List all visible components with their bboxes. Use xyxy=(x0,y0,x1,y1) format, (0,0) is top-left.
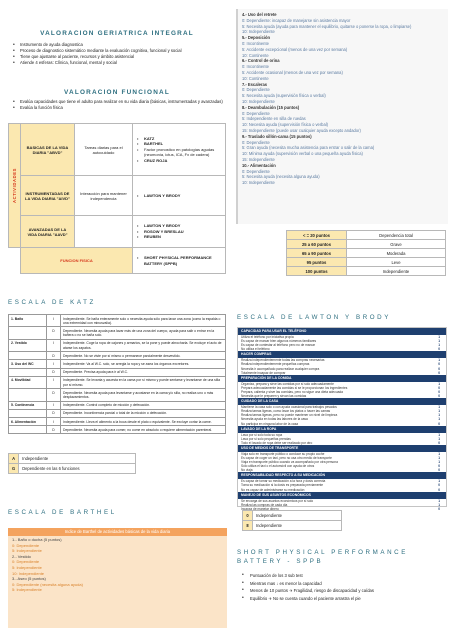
barthel-line: 6.- Control de orina xyxy=(242,58,280,64)
lawton-row-text: Es capaz de coger un taxi, pero no usa otro medio de transporte xyxy=(241,455,332,460)
barthel-line: 2.- Vestido xyxy=(12,553,31,559)
barthel-line: 0: Dependiente xyxy=(242,110,270,116)
lawton-section-header: HACER COMPRAS xyxy=(238,351,446,358)
barthel-line: 5: Independiente en silla de ruedas xyxy=(242,116,306,122)
bullet: • Atiende 4 esferas: Clínica, funcional, mental y social xyxy=(12,60,226,66)
lawton-row-text: Realiza independientemente todas las compras necesarias xyxy=(241,358,325,363)
lawton-row-text: Sólo utiliza el taxi o el automóvil con ayuda de otros xyxy=(241,464,315,469)
barthel-line: 0: Incontinente xyxy=(242,40,269,46)
row-name: AVANZADAS DE LA VIDA DIARIA "AAVD" xyxy=(21,216,75,248)
list-item: • KATZ xyxy=(136,136,222,141)
lawton-row-score: 1 xyxy=(438,405,440,410)
lawton-row-text: Es capaz de tomar su medicación a la hora y dosis correcta xyxy=(241,479,326,484)
table-row xyxy=(9,339,226,351)
lawton-row-text: No es capaz de administrarse su medicación xyxy=(241,487,305,492)
katz-text: Dependiente. Incontinencia parcial o total de la micción o defecación. xyxy=(61,409,226,417)
katz-item: 3. Uso del WC xyxy=(9,360,47,368)
barthel-line: 10.- Alimentación xyxy=(242,162,276,168)
barthel-line: 0: Dependiente xyxy=(242,139,270,145)
lawton-row-text: No participa en ninguna labor de la casa xyxy=(241,421,299,426)
table-row xyxy=(287,249,446,258)
katz-code: D xyxy=(47,409,61,417)
barthel-line: 10: Independiente xyxy=(242,180,275,186)
lawton-row-score: 1 xyxy=(438,335,440,339)
table-row xyxy=(9,376,226,388)
lawton-table xyxy=(237,327,447,511)
katz-code: D xyxy=(47,389,61,401)
lawton-row-text: Necesita ayuda en todas las labores de la casa xyxy=(241,417,308,422)
table-row xyxy=(9,176,226,216)
barthel-line: 15: Independiente xyxy=(242,156,275,162)
lawton-row-score: 0 xyxy=(438,389,440,394)
lawton-row-text: Lava por sí solo toda su ropa xyxy=(241,432,283,437)
bullet: • Evalúa capacidades que tiene el adulto para realizar en su vida diaria (básicas, instrumentadas y avanzadas) xyxy=(12,99,226,105)
valoracion-bullets xyxy=(12,42,226,66)
barthel-line: 5: Accidente ocasional (menos de una vez por semana) xyxy=(242,69,343,75)
table-row xyxy=(243,521,342,531)
table-row xyxy=(9,368,226,376)
barthel-line: 5: Accidente excepcional (menos de una vez por semana) xyxy=(242,46,348,52)
lawton-row-text: No utiliza el teléfono xyxy=(241,347,270,352)
lawton-row xyxy=(238,371,446,375)
score-range: 95 puntos xyxy=(287,258,347,267)
katz-item: 1. Baño xyxy=(9,315,47,327)
lawton-row-score: 0 xyxy=(438,385,440,390)
katz-item xyxy=(9,409,47,417)
lawton-row-score: 0 xyxy=(438,421,440,426)
table-row xyxy=(9,389,226,401)
lawton-row-score: 1 xyxy=(438,343,440,348)
legend-text: Dependiente en las 6 funciones xyxy=(19,464,136,474)
score-level: Moderada xyxy=(347,249,446,258)
lawton-row-score: 1 xyxy=(438,381,440,386)
barthel-line: 5: Independiente xyxy=(12,587,42,593)
valoracion-title: VALORACION GERIATRICA INTEGRAL xyxy=(40,30,194,37)
katz-item: 4. Movilidad xyxy=(9,376,47,388)
katz-text: Dependiente. Necesita ayuda para comer, no come en absoluto o requiere alimentación parenteral. xyxy=(61,426,226,434)
score-range: 100 puntos xyxy=(287,267,347,276)
lawton-row-text: Incapaz de manejar dinero xyxy=(241,506,279,511)
barthel-line: 8.- Deambulación (15 puntos) xyxy=(242,104,300,110)
bullet: • Tiene que ajustarse al paciente, recursos y ámbito asistencial xyxy=(12,54,226,60)
lawton-row xyxy=(238,347,446,351)
row-desc: Tareas diarias para el autocuidado xyxy=(75,124,133,176)
lawton-row-score: 0 xyxy=(438,366,440,371)
lawton-row-score: 1 xyxy=(438,479,440,484)
lawton-row-score: 0 xyxy=(438,506,440,511)
lawton-row-text: Necesita que le preparen y sirvan las comidas xyxy=(241,394,307,399)
barthel-title: ESCALA DE BARTHEL xyxy=(8,509,117,516)
list-item: • CRUZ ROJA xyxy=(136,158,222,163)
funcional-title: VALORACION FUNCIONAL xyxy=(64,89,170,96)
barthel-header: Indice de Barthel de actividades básicas de la vida diaria xyxy=(8,528,227,536)
lawton-row-text: Todo el lavado de ropa debe ser realizado por otro xyxy=(241,440,313,445)
legend-code: 0 xyxy=(243,511,253,521)
katz-item xyxy=(9,352,47,360)
bullet: • Instrumento de ayuda diagnostica xyxy=(12,42,226,48)
katz-text: Dependiente. Precisa ayuda para ir al W.C. xyxy=(61,368,226,376)
barthel-box xyxy=(8,528,227,628)
barthel-line: 0: Dependiente xyxy=(12,542,40,548)
lawton-row-text: Necesita ir acompañado para realizar cualquier compra xyxy=(241,366,320,371)
row-desc xyxy=(75,216,133,248)
lawton-row-score: 1 xyxy=(438,436,440,441)
score-level: Independiente xyxy=(347,267,446,276)
barthel-line: 10: Mínima ayuda (supervisión verbal o una pequeña ayuda física) xyxy=(242,151,363,157)
bullet: • Menos de 10 puntos 🡪 Fragilidad, riesgo de discapacidad y caídas xyxy=(240,587,450,595)
list-item: • ROSOW Y BRESLAU xyxy=(136,229,222,234)
katz-item: 6. Alimentación xyxy=(9,418,47,426)
lawton-row xyxy=(238,488,446,492)
barthel-line: 0: Dependiente xyxy=(242,87,270,93)
lawton-row-score: 0 xyxy=(438,370,440,375)
table-row xyxy=(9,426,226,434)
barthel-line: 9.- Traslado sillón-cama (15 puntos) xyxy=(242,133,312,139)
lawton-row-text: Realiza las compras de cada día xyxy=(241,502,288,507)
table-row xyxy=(9,409,226,417)
lawton-row-text: Realiza tareas ligeras, como lavar los platos o hacer las camas xyxy=(241,409,331,414)
table-row xyxy=(287,267,446,276)
katz-text: Independiente. Coge la ropa de cajones y armarios, se la pone y puede abrocharla. Se excluye el acto de atarse los zapatos. xyxy=(61,339,226,351)
list-item: • REUBEN xyxy=(136,234,222,239)
barthel-line: 10: Necesita ayuda (supervisión física o verbal) xyxy=(242,122,329,128)
katz-text: Dependiente. Necesita ayuda para lavar más de una zona del cuerpo, ayuda para salir o entrar en la bañera o no se baña solo. xyxy=(61,327,226,339)
katz-item: 5. Continencia xyxy=(9,401,47,409)
lawton-row-score: 0 xyxy=(438,347,440,352)
list-item: • LAWTON Y BRODY xyxy=(136,193,222,198)
lawton-row-text: Realiza independientemente pequeñas compras xyxy=(241,362,310,367)
katz-title: ESCALA DE KATZ xyxy=(8,299,96,306)
bullet: • Equilibrio 🡪 No se cuenta cuando el paciente arrastra el pie xyxy=(240,595,450,603)
table-row xyxy=(9,418,226,426)
katz-text: Independiente. Control completo de micción y defecación. xyxy=(61,401,226,409)
legend-code: G xyxy=(9,464,19,474)
row-items xyxy=(133,248,226,274)
barthel-line: 5: Necesita ayuda (necesita alguna ayuda) xyxy=(242,174,320,180)
barthel-lines xyxy=(8,536,227,594)
bullet: • Puntuación de los 3 sub test xyxy=(240,572,450,580)
katz-text: Independiente. Se levanta y acuesta en la cama por sí mismo y puede sentarse y levantarse de una silla por sí mismo. xyxy=(61,376,226,388)
barthel-line: 5: Independiente xyxy=(12,548,42,554)
barthel-line: 0: Incontinente xyxy=(242,64,269,70)
lawton-row-score: 0 xyxy=(438,483,440,488)
lawton-row xyxy=(238,468,446,472)
katz-text: Independiente. Se baña enteramente solo o necesita ayuda sólo para lavar una zona (como la espalda o una extremidad con minusvalía). xyxy=(61,315,226,327)
table-row xyxy=(9,315,226,327)
legend-code: A xyxy=(9,454,19,464)
lawton-row-score: 0 xyxy=(438,440,440,445)
lawton-title: ESCALA DE LAWTON Y BRODY xyxy=(237,314,391,321)
barthel-line: 5: Necesita ayuda (ayuda para mantener el equilibrio, quitarse o ponerse la ropa, o limpiarse) xyxy=(242,23,412,29)
katz-code: D xyxy=(47,352,61,360)
table-row xyxy=(9,401,226,409)
row-name: INSTRUMENTADAS DE LA VIDA DIARIA "AIVD" xyxy=(21,176,75,216)
barthel-line: 5: Gran ayuda (necesita mucha asistencia para entrar o salir de la cama) xyxy=(242,145,375,151)
barthel-line: 10: Continente xyxy=(242,75,269,81)
legend-text: Independiente xyxy=(253,511,342,521)
katz-code: D xyxy=(47,426,61,434)
barthel-line: 0: Dependiente xyxy=(12,559,40,565)
score-level: Grave xyxy=(347,240,446,249)
lawton-row xyxy=(238,394,446,398)
lawton-row-text: Viaja en transporte público cuando va acompañado por otra persona xyxy=(241,460,338,465)
lawton-row-score: 0 xyxy=(438,464,440,469)
lawton-section-header: USO DE MEDIOS DE TRANSPORTE xyxy=(238,445,446,452)
barthel-line: 0: Dependiente xyxy=(242,168,270,174)
lawton-row-text: Mantiene la casa solo o con ayuda ocasional para trabajos pesados xyxy=(241,405,337,410)
sppb-title: SHORT PHYSICAL PERFORMANCE BATTERY - SPPB xyxy=(237,549,408,565)
katz-text: Independiente. Lleva el alimento a la boca desde el plato o equivalente. Se excluye cortar la carne. xyxy=(61,418,226,426)
barthel-line: 4.- Uso del retrete xyxy=(242,12,277,17)
row-items xyxy=(133,124,226,176)
score-level: Leve xyxy=(347,258,446,267)
sppb-bullets xyxy=(240,572,450,602)
row-items xyxy=(133,176,226,216)
lawton-row-score: 1 xyxy=(438,417,440,422)
lawton-row-text: Prepara, calienta y sirve las comidas, pero no sigue una dieta adecuada xyxy=(241,389,343,394)
barthel-continued xyxy=(236,9,448,224)
katz-code: D xyxy=(47,368,61,376)
barthel-line: 0: Dependiente (necesita alguna ayuda) xyxy=(12,581,83,587)
barthel-line: 5: Independiente xyxy=(12,564,42,570)
lawton-section-header: PREPARACIÓN DE LA COMIDA xyxy=(238,375,446,382)
lawton-row xyxy=(238,422,446,426)
katz-code: I xyxy=(47,401,61,409)
score-range: 25 a 60 puntos xyxy=(287,240,347,249)
row-desc: Interacción para mantener independencia xyxy=(75,176,133,216)
katz-code: I xyxy=(47,418,61,426)
katz-text: Independiente: Va al W.C. solo, se arregla la ropa y se asea los órganos excretores. xyxy=(61,360,226,368)
lawton-row-score: 0 xyxy=(438,362,440,367)
bullet: • Proceso de diagnostico sistemático mediante la evaluación cognitiva, funcional y social xyxy=(12,48,226,54)
table-row xyxy=(9,327,226,339)
lawton-row-text: No viaja xyxy=(241,468,253,473)
lawton-row-text: Se encarga de sus asuntos económicos por sí solo xyxy=(241,498,314,503)
katz-item xyxy=(9,327,47,339)
table-row xyxy=(243,511,342,521)
table-row xyxy=(287,258,446,267)
katz-code: I xyxy=(47,339,61,351)
fisica-label: FUNCION FISICA xyxy=(21,248,133,274)
actividades-label: ACTIVIDADES xyxy=(9,124,21,248)
katz-item xyxy=(9,368,47,376)
katz-legend xyxy=(8,453,136,474)
katz-code: I xyxy=(47,376,61,388)
lawton-row-text: Es capaz de contestar al teléfono pero no de marcar xyxy=(241,343,316,348)
legend-text: Independiente xyxy=(253,521,342,531)
katz-item: 2. Vestido xyxy=(9,339,47,351)
barthel-line: 7.- Escaleras xyxy=(242,81,268,87)
lawton-row-text: Viaja solo en transporte público o conduce su propio coche xyxy=(241,451,325,456)
barthel-line: 3.- Aseo (5 puntos) xyxy=(12,576,46,582)
barthel-line: 10: Independiente xyxy=(12,570,45,576)
legend-code: 8 xyxy=(243,521,253,531)
barthel-line: 10: Independiente xyxy=(242,98,275,104)
lawton-row-text: Es capaz de marcar bien algunos números familiares xyxy=(241,339,317,344)
lawton-row-text: Prepara adecuadamente las comidas si se le proporcionan los ingredientes xyxy=(241,385,348,390)
table-row xyxy=(9,248,226,274)
funcional-bullets xyxy=(12,99,226,111)
lawton-row-score: 0 xyxy=(438,487,440,492)
score-range: < = 20 puntos xyxy=(287,231,347,240)
lawton-row-score: 0 xyxy=(438,468,440,473)
table-row xyxy=(287,240,446,249)
lawton-row-text: Totalmente incapaz de comprar xyxy=(241,370,286,375)
lawton-row-score: 0 xyxy=(438,394,440,399)
bullet: • Mientras mas ↓ es menor la capacidad xyxy=(240,580,450,588)
score-range: 65 a 90 puntos xyxy=(287,249,347,258)
row-name: BASICAS DE LA VIDA DIARIA "ABVD" xyxy=(21,124,75,176)
bullet: • Evalúa la función física xyxy=(12,105,226,111)
list-item: • BARTHEL xyxy=(136,141,222,146)
table-row xyxy=(9,124,226,176)
barthel-line: 10: Continente xyxy=(242,52,269,58)
score-level: Dependencia total xyxy=(347,231,446,240)
katz-item xyxy=(9,389,47,401)
legend-text: Independiente xyxy=(19,454,136,464)
lawton-row-text: Utiliza el teléfono por iniciativa propia xyxy=(241,335,294,339)
lawton-row-score: 1 xyxy=(438,339,440,344)
lawton-section-header: MANEJO DE SUS ASUNTOS ECONÓMICOS xyxy=(238,492,446,499)
lawton-row-text: Toma su medicación si la dosis es preparada previamente xyxy=(241,483,324,488)
table-row xyxy=(9,360,226,368)
lawton-row-score: 1 xyxy=(438,409,440,414)
list-item: • SHORT PHYSICAL PERFORMANCE BATTERY (SPPB) xyxy=(136,255,222,266)
lawton-row-score: 1 xyxy=(438,432,440,437)
katz-code: I xyxy=(47,360,61,368)
katz-code: D xyxy=(47,327,61,339)
table-row xyxy=(9,352,226,360)
lawton-section-header: CAPACIDAD PARA USAR EL TELÉFONO xyxy=(238,328,446,335)
table-row xyxy=(9,216,226,248)
lawton-row-score: 1 xyxy=(438,455,440,460)
barthel-line: 0: Dependiente: incapaz de manejarse sin asistencia mayor xyxy=(242,17,351,23)
lawton-section-header: RESPONSABILIDAD RESPECTO A SU MEDICACIÓN xyxy=(238,472,446,479)
lawton-row-score: 1 xyxy=(438,358,440,363)
barthel-line: 1.- Baño o ducha (5 puntos) xyxy=(12,537,62,542)
actividades-table xyxy=(8,123,226,274)
katz-item xyxy=(9,426,47,434)
lawton-row-score: 1 xyxy=(438,502,440,507)
barthel-line: 5: Necesita ayuda (supervisión física o verbal) xyxy=(242,93,326,99)
lawton-section-header: CUIDADO DE LA CASA xyxy=(238,398,446,405)
lawton-legend xyxy=(242,510,342,531)
list-item: • Factor pronostico en patologías agudas (neumonía, ictus, ICA, Fx de cadera) xyxy=(136,147,222,158)
row-items xyxy=(133,216,226,248)
katz-text: Dependiente. Necesita ayuda para levantarse y acostarse en la cama y/o silla, no realiza uno o más desplazamientos. xyxy=(61,389,226,401)
katz-table xyxy=(8,314,226,434)
lawton-row-text: Realiza tareas ligeras, pero no puede mantener un nivel de limpieza xyxy=(241,413,338,418)
barthel-line: 5.- Deposición xyxy=(242,35,270,41)
lawton-section-header: LAVADO DE LA ROPA xyxy=(238,426,446,433)
lawton-row-score: 1 xyxy=(438,451,440,456)
katz-text: Dependiente. No se viste por sí mismo o permanece parcialmente desvestido. xyxy=(61,352,226,360)
lawton-row-score: 1 xyxy=(438,498,440,503)
table-row xyxy=(9,464,136,474)
table-row xyxy=(287,231,446,240)
lawton-row-text: Organiza, prepara y sirve las comidas por sí solo adecuadamente xyxy=(241,381,334,386)
list-item: • LAWTON Y BRODY xyxy=(136,223,222,228)
barthel-scores xyxy=(286,230,446,276)
barthel-line: 10: Independiente xyxy=(242,29,275,35)
lawton-row-text: Lava por sí solo pequeñas prendas xyxy=(241,436,291,441)
lawton-row xyxy=(238,441,446,445)
table-row xyxy=(9,454,136,464)
katz-code: I xyxy=(47,315,61,327)
lawton-row-score: 1 xyxy=(438,460,440,465)
lawton-row-score: 1 xyxy=(438,413,440,418)
barthel-line: 15: Independiente (puede usar cualquier ayuda excepto andador) xyxy=(242,127,361,133)
